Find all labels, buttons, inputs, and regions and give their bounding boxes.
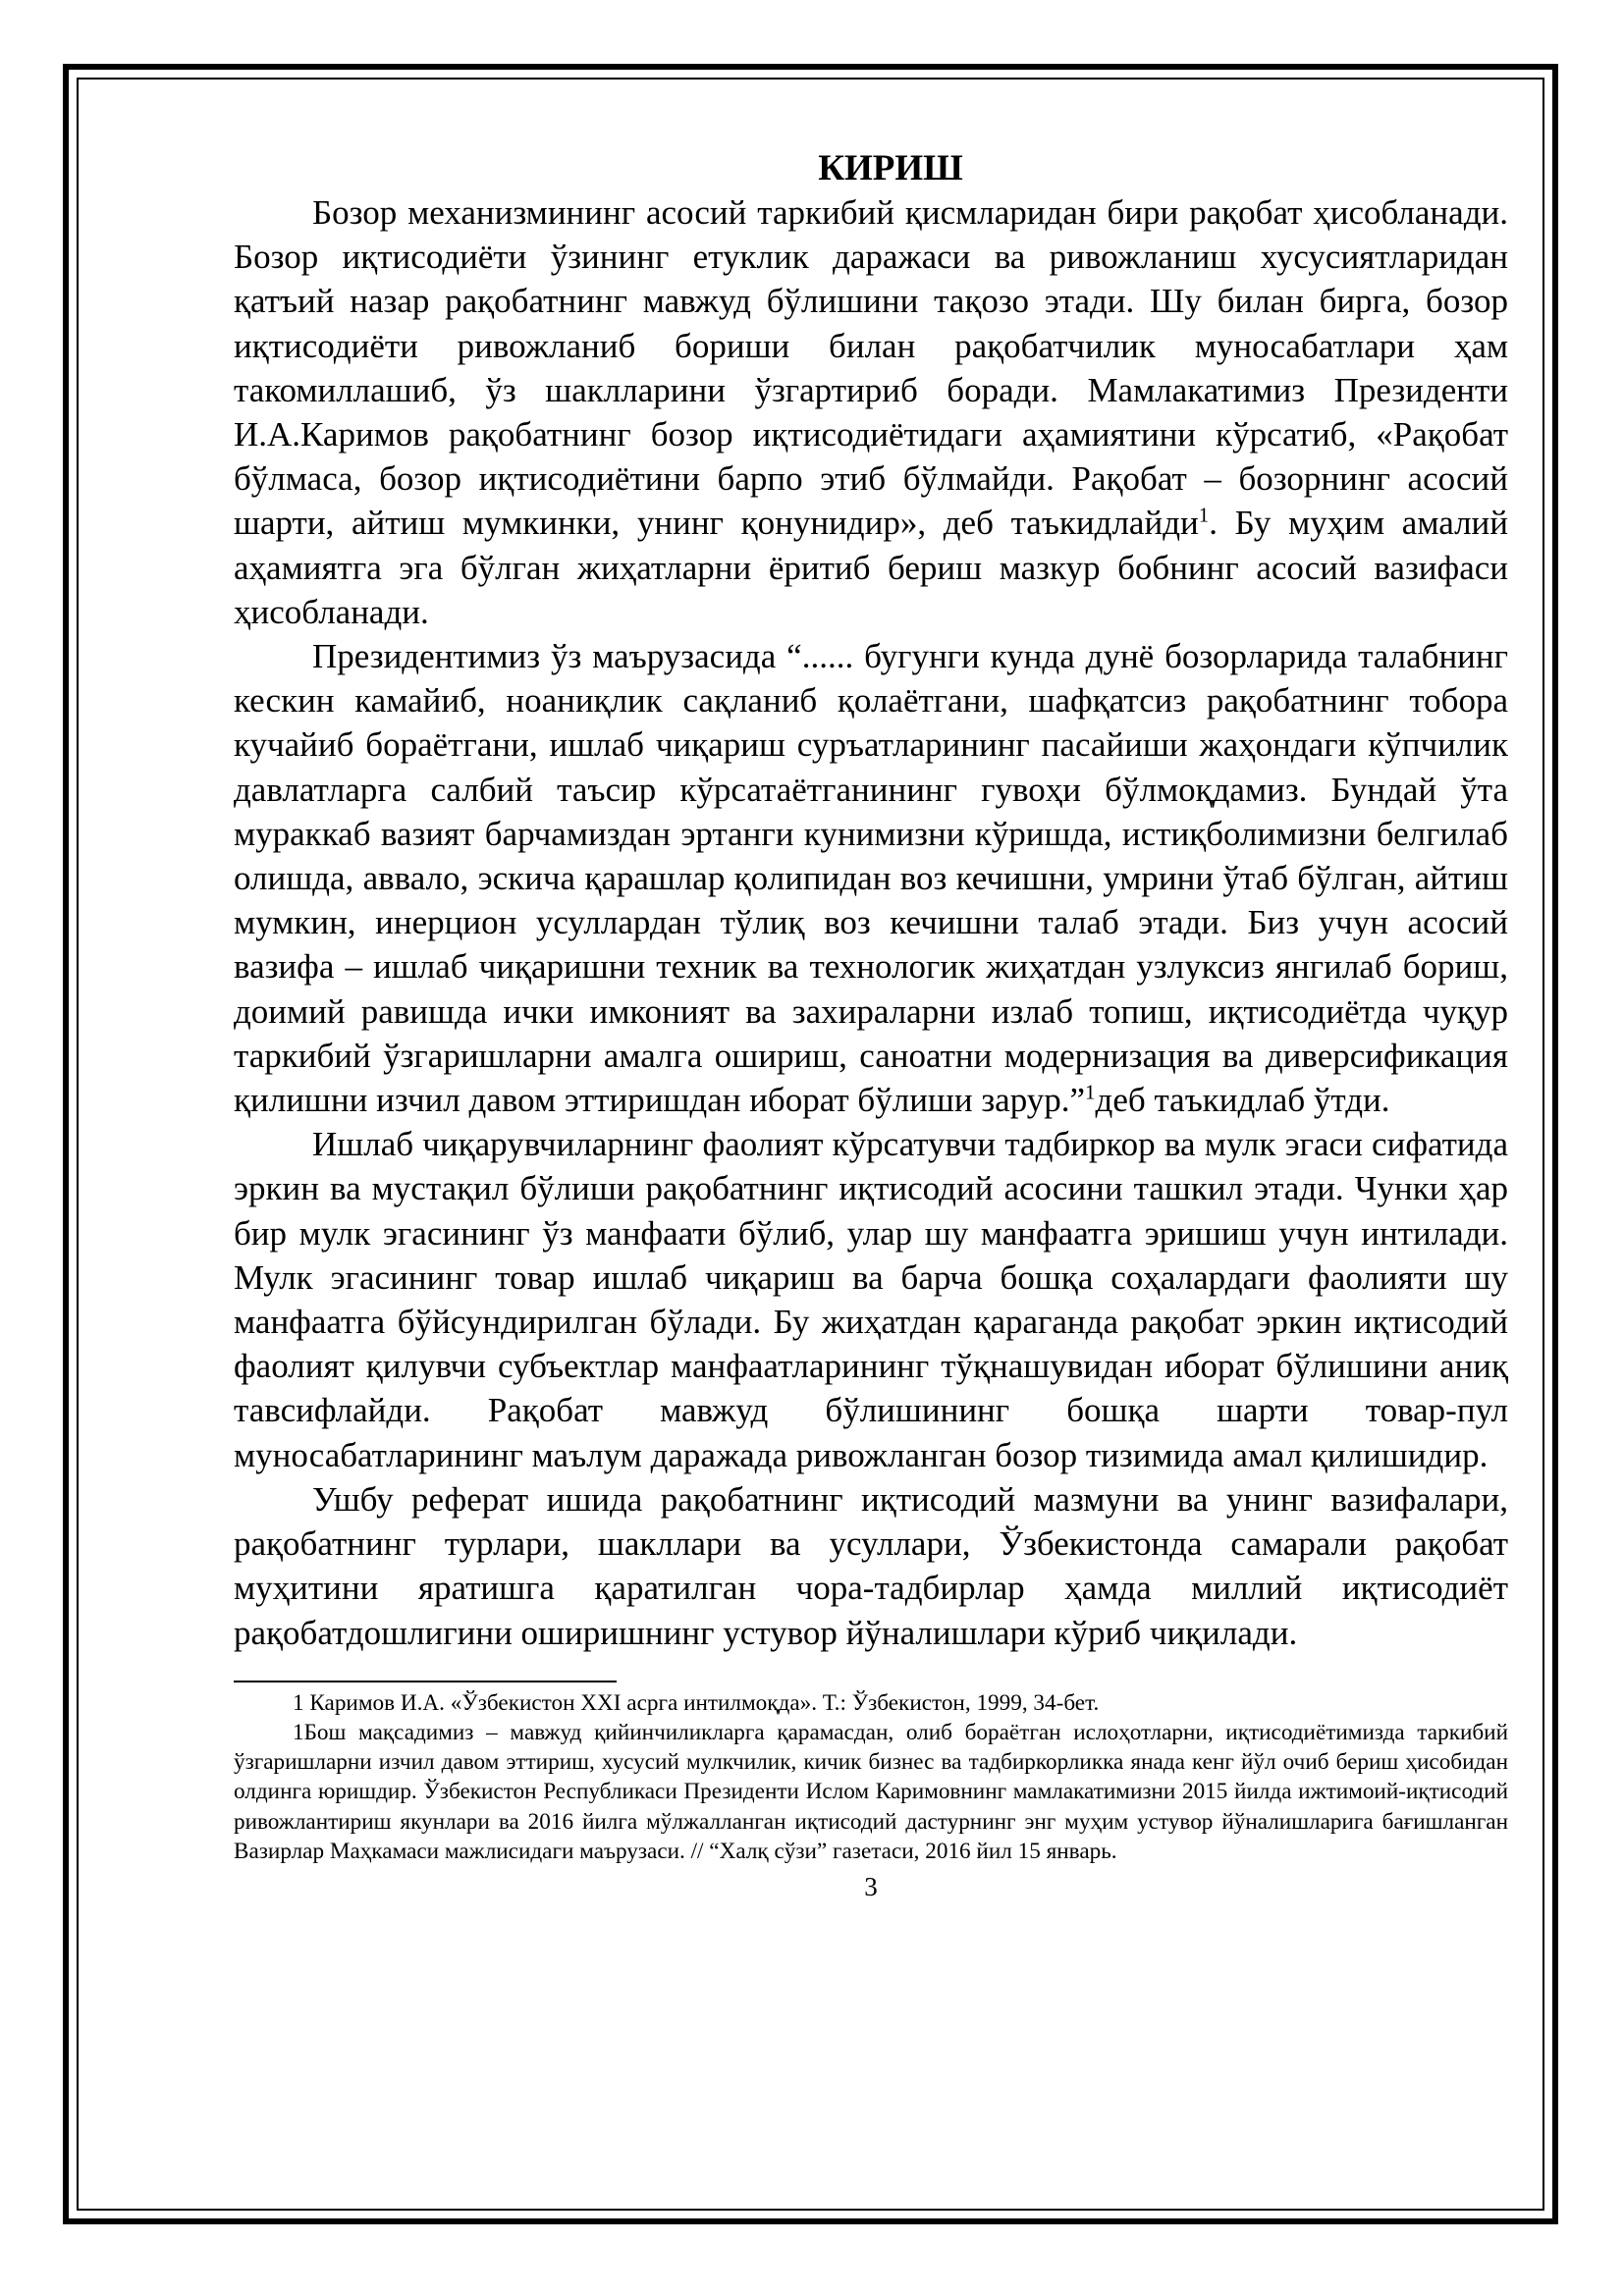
paragraph-4: Ушбу реферат ишида рақобатнинг иқтисодий мазмуни ва унинг вазифалари, рақобатнинг турлари, шакллари ва усуллари, Ўзбекистонда самарали рақобат муҳитини яратишга қаратилган чора-тадбирлар ҳамда миллий иқтисодиёт рақобатдошлигини оширишнинг устувор йўналишлари кўриб чиқилади. (234, 1479, 1508, 1652)
page-content (234, 147, 1508, 1903)
footnote-divider (234, 1681, 617, 1682)
page-title: КИРИШ (818, 148, 963, 188)
footnote-ref: 1 (1085, 1080, 1096, 1104)
footnote-ref: 1 (1198, 503, 1210, 527)
paragraph-2: Президентимиз ўз маърузасида “...... бугунги кунда дунё бозорларида талабнинг кескин камайиб, ноаниқлик сақланиб қолаётгани, шафқатсиз рақобатнинг тобора кучайиб бораётгани, ишлаб чиқариш суръатларининг пасайиши жаҳондаги кўпчилик давлатларга салбий таъсир кўрсатаётганининг гувоҳи бўлмоқдамиз. Бундай ўта мураккаб вазият барчамиздан эртанги кунимизни кўришда, истиқболимизни белгилаб олишда, аввало, эскича қарашлар қолипидан воз кечишни, умрини ўтаб бўлган, айтиш мумкин, инерцион усуллардан тўлиқ воз кечишни талаб этади. Биз учун асосий вазифа – ишлаб чиқаришни техник ва технологик жиҳатдан узлуксиз янгилаб бориш, доимий равишда ички имконият ва захираларни излаб топиш, иқтисодиётда чуқур таркибий ўзгаришларни амалга ошириш, саноатни модернизация ва диверсификация қилишни изчил давом эттиришдан иборат бўлиши зарур.”$^1$деб таъкидлаб ўтди. (234, 637, 1508, 1120)
paragraph-3: Ишлаб чиқарувчиларнинг фаолият кўрсатувчи тадбиркор ва мулк эгаси сифатида эркин ва мустақил бўлиши рақобатнинг иқтисодий асосини ташкил этади. Чунки ҳар бир мулк эгасининг ўз манфаати бўлиб, улар шу манфаатга эришиш учун интилади. Мулк эгасининг товар ишлаб чиқариш ва барча бошқа соҳалардаги фаолияти шу манфаатга бўйсундирилган бўлади. Бу жиҳатдан қараганда рақобат эркин иқтисодий фаолият қилувчи субъектлар манфаатларининг тўқнашувидан иборат бўлишини аниқ тавсифлайди. Рақобат мавжуд бўлишининг бошқа шарти товар-пул муносабатларининг маълум даражада ривожланган бозор тизимида амал қилишидир. (234, 1125, 1508, 1474)
paragraph-1: Бозор механизмининг асосий таркибий қисмларидан бири рақобат ҳисобланади. Бозор иқтисодиёти ўзининг етуклик даражаси ва ривожланиш хусусиятларидан қатъий назар рақобатнинг мавжуд бўлишини тақозо этади. Шу билан бирга, бозор иқтисодиёти ривожланиб бориши билан рақобатчилик муносабатлари ҳам такомиллашиб, ўз шаклларини ўзгартириб боради. Мамлакатимиз Президенти И.А.Каримов рақобатнинг бозор иқтисодиётидаги аҳамиятини кўрсатиб, «Рақобат бўлмаса, бозор иқтисодиётини барпо этиб бўлмайди. Рақобат – бозорнинг асосий шарти, айтиш мумкинки, унинг қонунидир», деб таъкидлайди$^1$. Бу муҳим амалий аҳамиятга эга бўлган жиҳатларни ёритиб бериш мазкур бобнинг асосий вазифаси ҳисобланади. (234, 193, 1508, 631)
page-number: 3 (864, 1871, 878, 1901)
footnote-2: 1Бош мақсадимиз – мавжуд қийинчиликларга қарамасдан, олиб бораётган ислоҳотларни, иқтисодиётимизда таркибий ўзгаришларни изчил давом эттириш, хусусий мулкчилик, кичик бизнес ва тадбиркорликка янада кенг йўл очиб бериш ҳисобидан олдинга юришдир. Ўзбекистон Республикаси Президенти Ислом Каримовнинг мамлакатимизни 2015 йилда ижтимоий-иқтисодий ривожлантириш якунлари ва 2016 йилга мўлжалланган иқтисодий дастурнинг энг муҳим устувор йўналишларига бағишланган Вазирлар Маҳкамаси мажлисидаги маърузаси. // “Халқ сўзи” газетаси, 2016 йил 15 январь. (234, 1719, 1508, 1864)
footnotes (234, 1688, 1508, 1866)
body-text (234, 190, 1508, 1655)
footnote-1: 1 Каримов И.А. «Ўзбекистон XXI асрга интилмоқда». Т.: Ўзбекистон, 1999, 34-бет. (293, 1689, 1100, 1716)
